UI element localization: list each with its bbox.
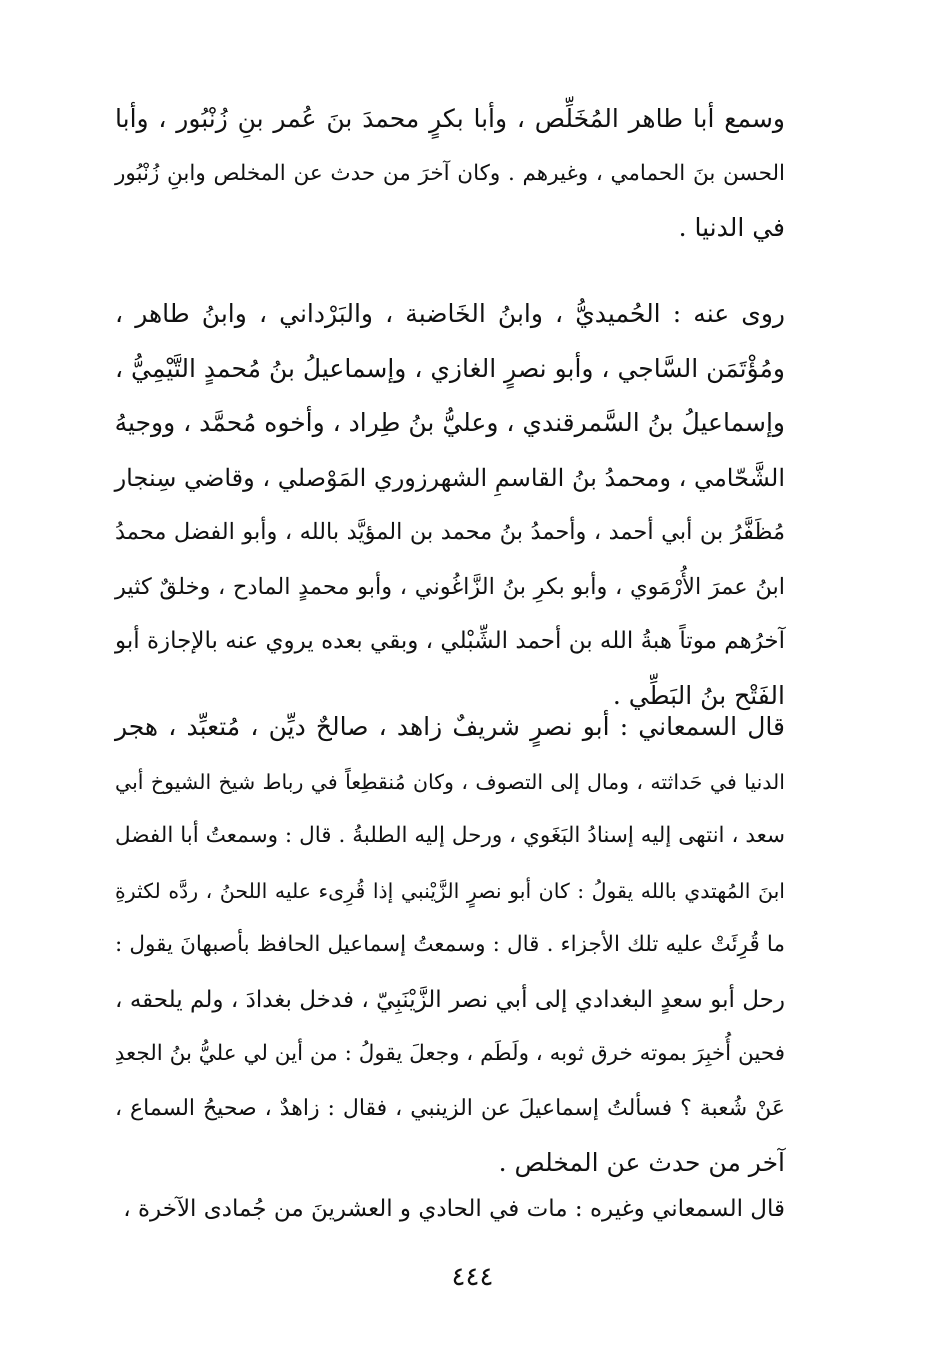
- text-line: ومُؤْتَمَن السَّاجي ، وأبو نصرٍ الغازي ، وإسماعيلُ بنُ مُحمدٍ التَّيْمِيُّ ،: [115, 353, 785, 383]
- paragraph-2: [115, 287, 785, 723]
- text-line: قال السمعاني : أبو نصرٍ شريفٌ زاهد ، صالحٌ ديِّن ، مُتعبِّد ، هجر: [115, 712, 785, 741]
- text-line: آخرُهم موتاً هبةُ الله بن أحمد الشِّبْلي ، وبقي بعده يروي عنه بالإجازة أبو: [115, 628, 785, 654]
- text-line: رحل أبو سعدٍ البغدادي إلى أبي نصر الزَّيْنَبِيّ ، فدخل بغدادَ ، ولم يلحقه ،: [115, 986, 785, 1013]
- text-line: آخر من حدث عن المخلص .: [498, 1148, 785, 1177]
- text-line: ابنُ عمرَ الأُرْمَوي ، وأبو بكرِ بنُ الزَّاغُوني ، وأبو محمدٍ المادح ، وخلقٌ كثير: [115, 573, 785, 600]
- text-line: ابنَ المُهتدي بالله يقولُ : كان أبو نصرٍ الزَّيْنبي إذا قُرِىء عليه اللحنُ ، ردَّه لكثرةِ: [115, 878, 785, 903]
- text-line: الفَتْح بنُ البَطِّي .: [612, 680, 785, 710]
- page-number: ٤٤٤: [451, 1262, 494, 1292]
- paragraph-4: [115, 1182, 785, 1237]
- text-line: سعد ، انتهى إليه إسنادُ البَغَوي ، ورحل إليه الطلبةُ . قال : وسمعتُ أبا الفضل: [115, 823, 785, 848]
- text-line: فحين أُخبِرَ بموته خرق ثوبه ، ولَطَم ، وجعلَ يقولُ : من أين لي عليُّ بنُ الجعدِ: [114, 1041, 785, 1066]
- text-line: ما قُرِئَتْ عليه تلك الأجزاء . قال : وسمعتُ إسماعيل الحافظ بأصبهانَ يقول :: [115, 932, 785, 957]
- text-line: الشَّحّامي ، ومحمدُ بنُ القاسمِ الشهرزوري المَوْصلي ، وقاضي سِنجار: [114, 463, 785, 492]
- text-line: وإسماعيلُ بنُ السَّمرقندي ، وعليُّ بنُ طِراد ، وأخوه مُحمَّد ، ووجيهُ: [114, 408, 785, 437]
- paragraph-1: [115, 92, 785, 256]
- text-line: مُظَفَّرُ بن أبي أحمد ، وأحمدُ بنُ محمد بن المؤيَّد بالله ، وأبو الفضل محمدُ: [115, 519, 785, 545]
- text-line: وسمع أبا طاهر المُخَلِّص ، وأبا بكرٍ محمدَ بنَ عُمر بنِ زُنْبُور ، وأبا: [115, 104, 785, 133]
- text-line: قال السمعاني وغيره : مات في الحادي و العشرينَ من جُمادى الآخرة ،: [123, 1196, 785, 1222]
- text-line: الحسن بنَ الحمامي ، وغيرهم . وكان آخرَ من حدث عن المخلص وابنِ زُنْبُور: [115, 160, 785, 186]
- text-line: روى عنه : الحُميديُّ ، وابنُ الخَاضبة ، والبَرْداني ، وابنُ طاهر ،: [115, 299, 785, 328]
- text-line: في الدنيا .: [678, 213, 785, 242]
- text-line: عَنْ شُعبة ؟ فسألتُ إسماعيلَ عن الزينبي ، فقال : زاهدٌ ، صحيحُ السماع ،: [115, 1095, 785, 1121]
- paragraph-3: [115, 700, 785, 1191]
- text-line: الدنيا في حَداثته ، ومال إلى التصوف ، وكان مُنقطِعاً في رباط شيخ الشيوخ أبي: [115, 769, 785, 794]
